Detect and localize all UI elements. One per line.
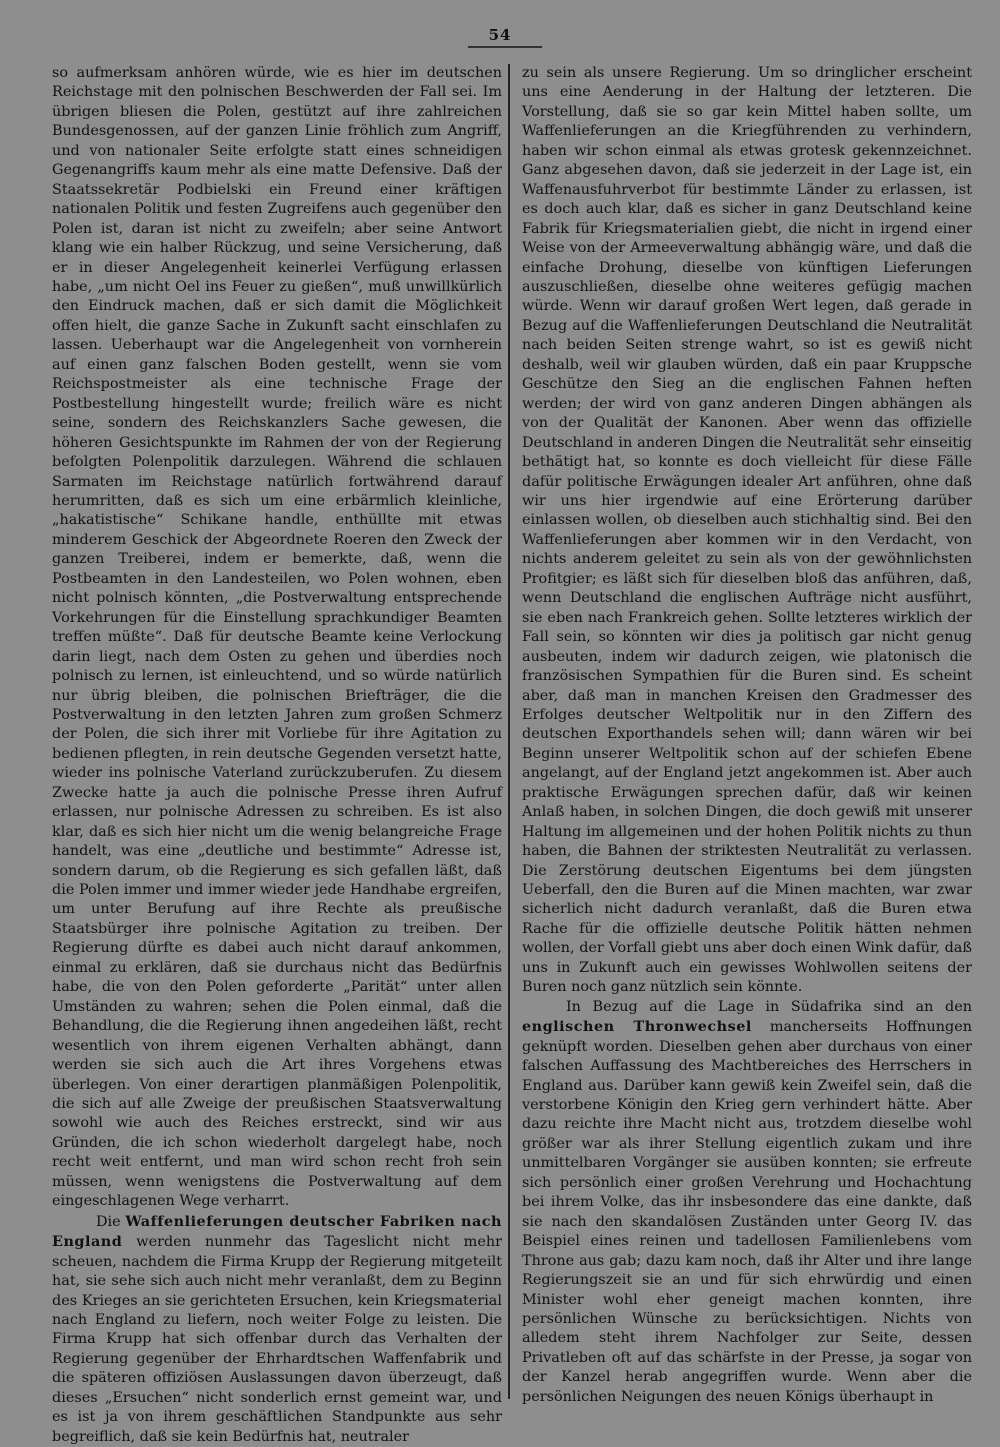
header-rule — [468, 46, 542, 48]
paragraph-polish-post: so aufmerksam anhören würde, wie es hier im deutschen Reichstage mit den polnischen Beschwerden der Fall sei. Im übrigen bliesen die Polen, gestützt auf ihre zahlreichen Bundesgenossen, auf der ganzen Linie fröhlich zum Angriff, und von nationaler Seite erfolgte statt eines schneidigen Gegenangriffs kaum mehr als eine matte Defensive. Daß der Staatssekretär Podbielski ein Freund einer kräftigen nationalen Politik und festen Zugreifens auch gegenüber den Polen ist, daran ist nicht zu zweifeln; aber seine Antwort klang wie ein halber Rückzug, und seine Versicherung, daß er in dieser Angelegenheit keinerlei Verfügung erlassen habe, „um nicht Oel ins Feuer zu gießen“, muß unwillkürlich den Eindruck machen, daß er sich damit die Möglichkeit offen hielt, die ganze Sache in Zukunft sacht einschlafen zu lassen. Ueberhaupt war die Angelegenheit von vornherein auf einen ganz falschen Boden gestellt, wenn sie vom Reichspostmeister als eine technische Frage der Postbestellung hingestellt wurde; freilich wäre es nicht seine, sondern des Reichskanzlers Sache gewesen, die höheren Gesichtspunkte im Rahmen der von der Regierung befolgten Polenpolitik darzulegen. Während die schlauen Sarmaten im Reichstage natürlich fortwährend darauf herumritten, daß es sich um eine erbärmlich kleinliche, „hakatistische“ Schikane handle, enthüllte mit etwas minderem Geschick der Abgeordnete Roeren den Zweck der ganzen Treiberei, indem er bemerkte, daß, wenn die Postbeamten in den Landesteilen, wo Polen wohnen, eben nicht polnisch könnten, „die Postverwaltung entsprechende Vorkehrungen für die Einstellung sprachkundiger Beamten treffen müßte“. Daß für deutsche Beamte keine Verlockung darin liegt, nach dem Osten zu gehen und überdies noch polnisch zu lernen, ist einleuchtend, und so würde natürlich nur übrig bleiben, die polnischen Briefträger, die die Postverwaltung in den letzten Jahren zum großen Schmerz der Polen, die sich ihrer mit Vorliebe für ihre Agitation zu bedienen pflegten, in rein deutsche Gegenden versetzt hatte, wieder ins polnische Vaterland zurückzuberufen. Zu diesem Zwecke hatte ja auch die polnische Presse ihren Aufruf erlassen, nur polnische Adressen zu schreiben. Es ist also klar, daß es sich hier nicht um die wenig belangreiche Frage handelt, was eine „deutliche und bestimmte“ Adresse ist, sondern darum, ob die Regierung es sich gefallen läßt, daß die Polen immer und immer wieder jede Handhabe ergreifen, um unter Berufung auf ihre Rechte als preußische Staatsbürger ihre polnische Agitation zu treiben. Der Regierung dürfte es dabei auch nicht darauf ankommen, einmal zu erklären, daß sie durchaus nicht das Bedürfnis habe, die von den Polen geforderte „Parität“ unter allen Umständen zu wahren; sehen die Polen einmal, daß die Behandlung, die die Regierung ihnen angedeihen läßt, recht wesentlich von ihrem eigenen Verhalten abhängt, dann werden sie sich auch die Art ihres Vorgehens etwas überlegen. Von einer derartigen planmäßigen Polenpolitik, die sich auf alle Zweige der preußischen Staatsverwaltung sowohl wie auch des Reiches erstreckt, sind wir aus Gründen, die ich schon wiederholt dargelegt habe, noch recht weit entfernt, und man wird schon recht froh sein müssen, wenn wenigstens die Postverwaltung auf dem eingeschlagenen Wege verharrt. — [52, 65, 502, 1210]
paragraph-neutrality: zu sein als unsere Regierung. Um so dringlicher erscheint uns eine Aenderung in der Haltung der letzteren. Die Vorstellung, daß sie so gar kein Mittel haben sollte, um Waffenlieferungen an die Kriegführenden zu verhindern, haben wir schon einmal als etwas grotesk gekennzeichnet. Ganz abgesehen davon, daß sie jederzeit in der Lage ist, ein Waffenausfuhrverbot für bestimmte Länder zu erlassen, ist es doch auch klar, daß es sicher in ganz Deutschland keine Fabrik für Kriegsmaterialien giebt, die nicht in irgend einer Weise von der Armeeverwaltung abhängig wäre, und daß die einfache Drohung, dieselbe von künftigen Lieferungen auszuschließen, dieselbe ohne weiteres gefügig machen würde. Wenn wir darauf großen Wert legen, daß gerade in Bezug auf die Waffenlieferungen Deutschland die Neutralität nach beiden Seiten strenge wahrt, so ist es gewiß nicht deshalb, weil wir glauben würden, daß ein paar Kruppsche Geschütze den Sieg an die englischen Fahnen heften werden; der wird von ganz anderen Dingen abhängen als von der Qualität der Kanonen. Aber wenn das offizielle Deutschland in anderen Dingen die Neutralität sehr einseitig bethätigt hat, so konnte es doch vielleicht für diese Fälle dafür politische Erwägungen idealer Art anführen, ohne daß wir uns hier irgendwie auf eine Erörterung darüber einlassen wollen, ob dieselben auch stichhaltig sind. Bei den Waffenlieferungen aber kommen wir in den Verdacht, von nichts anderem geleitet zu sein als von der gewöhnlichsten Profitgier; es läßt sich für dieselben bloß das anführen, daß, wenn Deutschland die englischen Aufträge nicht ausführt, sie eben nach Frankreich gehen. Sollte letzteres wirklich der Fall sein, so könnten wir dies ja politisch gar nicht genug ausbeuten, indem wir dadurch zeigen, wie platonisch die französischen Sympathien für die Buren sind. Es scheint aber, daß man in manchen Kreisen den Gradmesser des Erfolges deutscher Weltpolitik nur in den Ziffern des deutschen Exporthandels sehen will; dann wären wir bei Beginn unserer Weltpolitik schon auf der schiefen Ebene angelangt, auf der England jetzt angekommen ist. Aber auch praktische Erwägungen sprechen dafür, daß wir keinen Anlaß haben, in solchen Dingen, die doch gewiß mit unserer Haltung im allgemeinen und der hohen Politik nichts zu thun haben, die Bahnen der striktesten Neutralität zu verlassen. Die Zerstörung deutschen Eigentums bei dem jüngsten Ueberfall, den die Buren auf die Minen machten, war zwar sicherlich nicht dadurch veranlaßt, daß die Buren etwa Rache für die offizielle deutsche Politik hätten nehmen wollen, der Vorfall giebt uns aber doch einen Wink dafür, daß uns in Zukunft auch ein gewisses Wohlwollen seitens der Buren noch ganz nützlich sein könnte. — [522, 65, 972, 996]
left-column — [52, 64, 502, 1447]
right-column — [522, 64, 972, 1407]
paragraph-throne-change — [522, 998, 972, 1408]
paragraph-lead: Die — [96, 1213, 121, 1230]
paragraph-body: werden nunmehr das Tageslicht nicht mehr scheuen, nachdem die Firma Krupp der Regierung mitgeteilt hat, sie sehe sich auch nicht mehr veranlaßt, dem zu Beginn des Krieges an sie gerichteten Ersuchen, kein Kriegsmaterial nach England zu liefern, noch weiter Folge zu leisten. Die Firma Krupp hat sich offenbar durch das Verhalten der Regierung gegenüber der Ehrhardtschen Waffenfabrik und die späteren offiziösen Auslassungen davon überzeugt, daß dieses „Ersuchen“ nicht sonderlich ernst gemeint war, und es ist ja von ihrem geschäftlichen Standpunkte aus sehr begreiflich, daß sie kein Bedürfnis hat, neutraler — [52, 1234, 502, 1445]
section-heading-arms-deliveries: Waffenlieferungen deutscher Fabriken nach England — [52, 1212, 502, 1251]
paragraph-lead: In Bezug auf die Lage in Südafrika sind an den — [566, 998, 972, 1015]
section-heading-throne-change: englischen Thronwechsel — [522, 1018, 752, 1036]
column-divider — [508, 64, 510, 1399]
page-number: 54 — [488, 26, 512, 44]
paragraph-body: mancherseits Hoffnungen geknüpft worden. Dieselben gehen aber durchaus von einer falschen Auffassung des Machtbereiches des Herrschers in England aus. Darüber kann gewiß kein Zweifel sein, daß die verstorbene Königin den Krieg gern verhindert hätte. Aber dazu reichte ihre Macht nicht aus, trotzdem dieselbe wohl größer war als ihrer Stellung eigentlich zukam und ihre unmittelbaren Vorgänger sie ausüben konnten; sie erfreute sich persönlich einer großen Verehrung und Hochachtung bei ihrem Volke, das ihr insbesondere das eine dankte, daß sie nach den skandalösen Zuständen unter Georg IV. das Beispiel eines reinen und tadellosen Familienlebens vom Throne aus gab; dazu kam noch, daß ihr Alter und ihre lange Regierungszeit sie an und für sich ehrwürdig und einen Minister wohl eher geneigt machen konnten, ihre persönlichen Wünsche zu berücksichtigen. Nichts von alledem steht ihrem Nachfolger zur Seite, dessen Privatleben oft auf das schärfste in der Presse, ja sogar von der Kanzel herab angegriffen wurde. Wenn aber die persönlichen Neigungen des neuen Königs überhaupt in — [522, 1019, 973, 1405]
